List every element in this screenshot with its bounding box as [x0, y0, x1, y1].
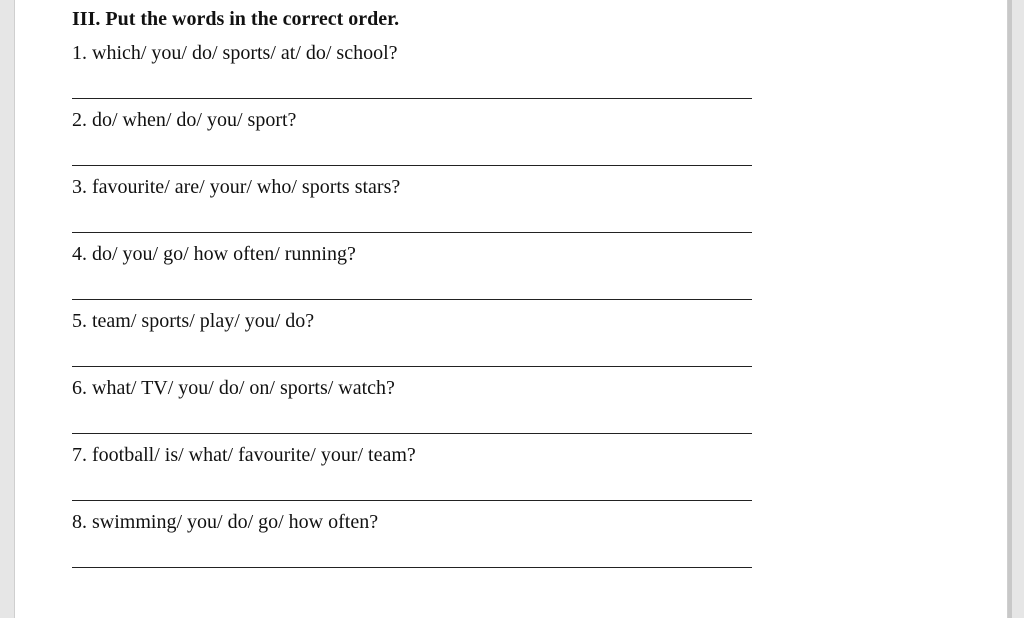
answer-line-6[interactable]: [72, 433, 752, 434]
question-3: 3. favourite/ are/ your/ who/ sports stars?: [72, 176, 401, 198]
question-5: 5. team/ sports/ play/ you/ do?: [72, 310, 315, 332]
question-6: 6. what/ TV/ you/ do/ on/ sports/ watch?: [72, 377, 395, 399]
answer-line-1[interactable]: [72, 98, 752, 99]
section-heading: III. Put the words in the correct order.: [72, 8, 400, 30]
answer-line-8[interactable]: [72, 567, 752, 568]
answer-line-3[interactable]: [72, 232, 752, 233]
question-4: 4. do/ you/ go/ how often/ running?: [72, 243, 356, 265]
answer-line-5[interactable]: [72, 366, 752, 367]
document-page: [14, 0, 1008, 618]
question-2: 2. do/ when/ do/ you/ sport?: [72, 109, 297, 131]
answer-line-2[interactable]: [72, 165, 752, 166]
question-7: 7. football/ is/ what/ favourite/ your/ team?: [72, 444, 416, 466]
page-scroll-edge: [1008, 0, 1012, 618]
answer-line-7[interactable]: [72, 500, 752, 501]
question-1: 1. which/ you/ do/ sports/ at/ do/ school?: [72, 42, 398, 64]
answer-line-4[interactable]: [72, 299, 752, 300]
question-8: 8. swimming/ you/ do/ go/ how often?: [72, 511, 379, 533]
